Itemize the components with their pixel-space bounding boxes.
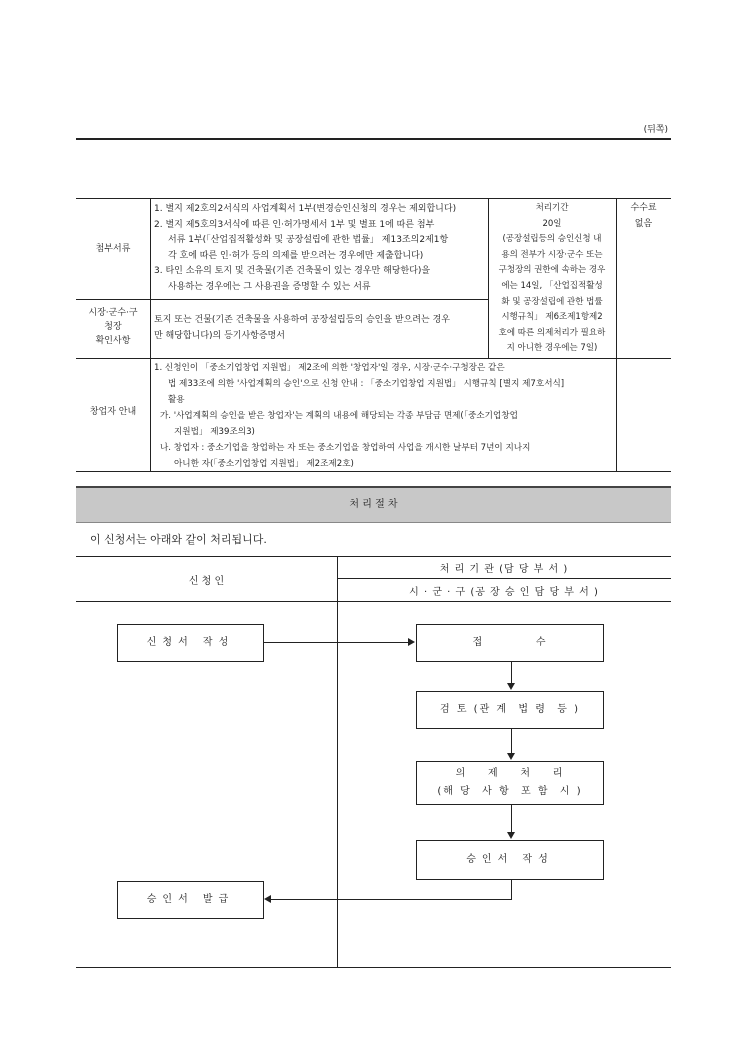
write-application-box xyxy=(117,624,264,662)
review-label: 검 토 (관 계 법 령 등 ) xyxy=(439,704,581,715)
procedure-intro: 이 신청서는 아래와 같이 처리됩니다. xyxy=(90,533,267,546)
issue-approval-label: 승인서 발급 xyxy=(146,894,235,905)
col-applicant: 신 청 인 xyxy=(188,576,225,587)
top-rule xyxy=(76,138,671,140)
receive-label: 접 수 xyxy=(472,637,548,648)
review-box xyxy=(416,691,604,729)
attach-label: 첨부서류 xyxy=(95,244,131,254)
col-agency: 처 리 기 관 (담 당 부 서 ) xyxy=(439,564,569,575)
fee-label: 수수료 xyxy=(630,203,657,213)
deem-box xyxy=(416,761,604,805)
confirm-text: 토지 또는 건물(기존 건축물을 사용하여 공장설립등의 승인을 받으려는 경우 만 해당합니다)의 등기사항증명서 xyxy=(154,315,450,341)
attach-item: 각 호에 따른 인·허가 등의 의제를 받으려는 경우에만 제출합니다) xyxy=(168,250,424,261)
col-agency-sub: 시 · 군 · 구 (공 장 승 인 담 당 부 서 ) xyxy=(409,587,599,598)
attach-item: 사용하는 경우에는 그 사용권을 증명할 수 있는 서류 xyxy=(168,281,371,292)
fee xyxy=(616,201,671,232)
deem-label-2: (해 당 사 항 포 함 시 ) xyxy=(437,786,583,797)
issue-approval-box xyxy=(117,881,264,919)
process-period: 처리기간 20일 (공장설립등의 승인신청 내 용의 전부가 시장·군수 또는 구청장의 권한에 속하는 경우 에는 14일, 「산업집적활성 화 및 공장설립에 관한 법률 시행규칙」 제6조제1항제2 호에 따른 의제처리가 필요하 지 아니한 경우에는 7일) xyxy=(488,201,616,357)
confirm-label: 시장·군수·구 청장 확인사항 xyxy=(88,308,138,346)
page-side-label: (뒤쪽) xyxy=(643,125,668,135)
receive-box xyxy=(416,624,604,662)
write-approval-label: 승인서 작성 xyxy=(466,854,554,865)
attach-item: 서류 1부(「산업집적활성화 및 공장설립에 관한 법률」 제13조의2제1항 xyxy=(168,235,449,245)
write-application-label: 신청서 작성 xyxy=(146,637,235,648)
write-approval-box xyxy=(416,840,604,880)
procedure-banner: 처 리 절 차 xyxy=(76,486,671,523)
attach-item: 2. 별지 제5호의3서식에 따른 인·허가명세서 1부 및 별표 1에 따른 첨부 xyxy=(154,219,435,230)
founder-label: 창업자 안내 xyxy=(89,407,137,417)
attach-item: 3. 타인 소유의 토지 및 건축물(기존 건축물이 있는 경우만 해당한다)을 xyxy=(154,266,431,276)
deem-label-1: 의 제 처 리 xyxy=(455,768,565,779)
attach-item: 1. 별지 제2호의2서식의 사업계획서 1부(변경승인신청의 경우는 제외합니다) xyxy=(154,204,457,214)
fee-value: 없음 xyxy=(634,218,653,229)
attach-items xyxy=(154,202,488,295)
process-period-label: 처리기간 xyxy=(535,203,569,213)
founder-text: 1. 신청인이 「중소기업창업 지원법」 제2조에 의한 '창업자'일 경우, 시장·군수·구청장은 같은 법 제33조에 의한 '사업계획의 승인'으로 신청 안내 : 「중소기업창업 지원법」 시행규칙 [별지 제7호서식] 활용 가. '사업계획의 승인을 받은 창업자'는 계획의 내용에 해당되는 각종 부담금 면제(「중소기업창업 지원법」 제39조의3) 나. 창업자 : 중소기업을 창업하는 자 또는 중소기업을 창업하여 사업을 개시한 날부터 7년이 지나지 아니한 자(「중소기업창업 지원법」 제2조제2호) xyxy=(154,363,565,469)
